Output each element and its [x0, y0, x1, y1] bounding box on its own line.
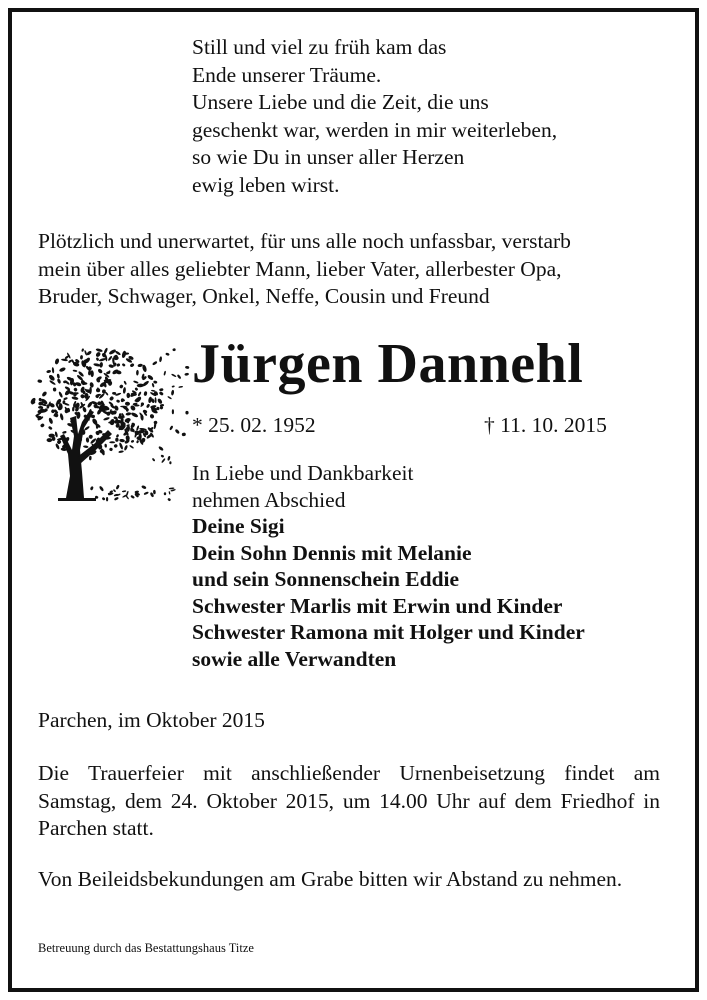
leaf-shape — [47, 438, 53, 442]
leaf-shape — [116, 399, 120, 403]
leaf-shape — [57, 373, 61, 378]
poem-line: Ende unserer Träume. — [192, 62, 382, 87]
leaf-shape — [137, 391, 141, 396]
place-and-date: Parchen, im Oktober 2015 — [38, 708, 265, 732]
leaf-shape — [99, 485, 105, 491]
leaf-shape — [41, 391, 47, 398]
leaf-shape — [143, 491, 148, 495]
leaf-shape — [136, 440, 139, 444]
poem-line: so wie Du in unser aller Herzen — [192, 145, 465, 169]
leaf-shape — [80, 355, 83, 360]
leaf-shape — [126, 393, 130, 398]
leaf-shape — [184, 373, 189, 376]
leaf-shape — [71, 396, 78, 400]
leaf-shape — [168, 491, 170, 495]
memorial-poem — [192, 34, 557, 199]
leaf-shape — [185, 411, 189, 415]
leaf-shape — [159, 388, 164, 391]
leaf-shape — [169, 487, 175, 489]
leaf-shape — [136, 425, 140, 431]
mourner-line: Schwester Ramona mit Holger und Kinder — [192, 620, 585, 644]
leaf-shape — [54, 431, 58, 437]
leaf-shape — [167, 498, 171, 502]
mourner-line: und sein Sonnenschein Eddie — [192, 567, 460, 591]
mourner-line: Dein Sohn Dennis mit Melanie — [192, 540, 472, 565]
leaf-shape — [172, 409, 174, 414]
poem-line: ewig leben wirst. — [192, 172, 340, 197]
leaf-shape — [115, 484, 119, 489]
leaf-shape — [146, 403, 151, 408]
leaf-shape — [126, 491, 129, 497]
leaf-shape — [113, 489, 116, 493]
mourner-line: sowie alle Verwandten — [192, 646, 397, 671]
leaf-shape — [59, 367, 66, 373]
leaf-shape — [59, 413, 64, 421]
announcement-line: Bruder, Schwager, Onkel, Neffe, Cousin und Freund — [38, 284, 490, 308]
leaf-shape — [113, 443, 118, 448]
leaf-shape — [114, 497, 119, 501]
leaf-shape — [142, 380, 150, 387]
leaf-shape — [152, 361, 158, 366]
farewell-line: nehmen Abschied — [192, 487, 346, 512]
leaf-shape — [102, 497, 106, 501]
poem-line: geschenkt war, werden in mir weiterleben, — [192, 117, 558, 142]
leaf-shape — [48, 426, 53, 431]
leaf-shape — [169, 425, 173, 430]
leaf-shape — [123, 387, 127, 394]
leaf-shape — [119, 442, 124, 450]
leaf-shape — [54, 358, 59, 365]
leaf-shape — [147, 374, 154, 381]
leaf-shape — [116, 363, 120, 367]
leaf-shape — [129, 445, 134, 449]
leaf-shape — [62, 431, 67, 435]
leaf-shape — [167, 396, 172, 400]
leaf-shape — [55, 443, 60, 450]
leaf-shape — [88, 434, 93, 439]
poem-line: Unsere Liebe und die Zeit, die uns — [192, 90, 489, 114]
leaf-shape — [170, 489, 176, 492]
leaf-shape — [73, 387, 78, 392]
leaf-shape — [178, 386, 183, 388]
announcement-line: mein über alles geliebter Mann, lieber Vater, allerbester Opa, — [38, 256, 562, 281]
leaf-shape — [174, 429, 180, 435]
ceremony-info: Die Trauerfeier mit anschließender Urnenbeisetzung findet am Samstag, dem 24. Oktober 2015, um 14.00 Uhr auf dem Friedhof in Parchen statt. — [38, 761, 660, 840]
leaf-shape — [90, 486, 94, 491]
leaf-shape — [125, 401, 130, 405]
leaf-shape — [171, 390, 175, 396]
leaf-shape — [95, 351, 101, 358]
leaf-shape — [130, 412, 138, 419]
leaf-shape — [129, 363, 134, 368]
leaf-shape — [185, 366, 190, 369]
leaf-shape — [73, 369, 78, 372]
leaf-shape — [141, 485, 147, 490]
leaf-shape — [152, 458, 156, 462]
leaf-shape — [171, 373, 177, 377]
leaf-shape — [107, 355, 112, 361]
leaf-shape — [61, 358, 68, 361]
tree-icon — [30, 326, 192, 506]
leaf-shape — [119, 384, 124, 389]
birth-date: * 25. 02. 1952 — [192, 413, 316, 437]
leaf-shape — [158, 446, 164, 452]
leaf-shape — [103, 417, 110, 421]
leaf-shape — [48, 374, 56, 382]
leaf-shape — [115, 438, 118, 442]
funeral-home-credit: Betreuung durch das Bestattungshaus Titze — [38, 941, 254, 955]
leaf-shape — [172, 385, 175, 388]
leaf-shape — [182, 432, 186, 436]
leaf-shape — [122, 363, 126, 367]
leaf-shape — [116, 434, 120, 438]
leaf-shape — [109, 396, 115, 402]
leaf-shape — [104, 444, 107, 448]
leaf-shape — [83, 445, 89, 448]
leaf-shape — [133, 380, 139, 384]
leaf-shape — [98, 393, 105, 400]
farewell-line: In Liebe und Dankbarkeit — [192, 461, 414, 485]
leaf-shape — [57, 378, 62, 384]
leaf-shape — [131, 440, 135, 443]
leaf-shape — [86, 350, 92, 356]
leaf-shape — [52, 367, 55, 373]
leaf-shape — [159, 391, 164, 396]
leaf-shape — [172, 348, 176, 351]
leaf-shape — [108, 364, 114, 369]
leaf-shape — [125, 412, 131, 416]
death-date: † 11. 10. 2015 — [484, 413, 607, 437]
mourner-line: Schwester Marlis mit Erwin und Kinder — [192, 593, 563, 618]
leaf-shape — [130, 495, 135, 499]
leaf-shape — [118, 450, 124, 453]
leaf-shape — [48, 417, 54, 424]
leaf-shape — [115, 350, 122, 356]
leaf-shape — [122, 490, 127, 492]
leaf-shape — [165, 352, 170, 356]
leaf-shape — [136, 370, 139, 376]
leaf-shape — [112, 392, 116, 395]
leaf-shape — [95, 348, 103, 353]
leaf-shape — [37, 379, 42, 383]
leaf-shape — [89, 456, 92, 461]
leaf-shape — [167, 456, 171, 461]
leaf-shape — [159, 356, 162, 362]
condolence-note: Von Beileidsbekundungen am Grabe bitten wir Abstand zu nehmen. — [38, 867, 623, 891]
leaf-shape — [82, 406, 87, 412]
leaf-shape — [137, 363, 143, 367]
leaf-shape — [134, 387, 138, 391]
leaf-shape — [81, 348, 84, 352]
leaf-shape — [102, 433, 106, 435]
leaf-shape — [89, 387, 92, 395]
leaf-shape — [153, 380, 158, 384]
leaf-shape — [153, 490, 156, 495]
leaf-shape — [119, 439, 125, 443]
leaf-shape — [169, 461, 171, 464]
leaf-shape — [124, 445, 129, 451]
leaf-shape — [75, 381, 82, 387]
leaf-shape — [161, 458, 166, 463]
leaf-shape — [109, 447, 113, 451]
leaf-shape — [96, 357, 100, 361]
leaf-shape — [97, 368, 103, 374]
announcement-line: Plötzlich und unerwartet, für uns alle noch unfassbar, verstarb — [38, 229, 571, 253]
leaf-shape — [53, 387, 57, 391]
leaf-shape — [155, 397, 157, 403]
leaf-shape — [46, 370, 51, 374]
mourner-line: Deine Sigi — [192, 514, 285, 538]
leaf-shape — [96, 388, 100, 392]
leaf-shape — [63, 397, 68, 401]
leaf-shape — [157, 398, 163, 405]
leaf-shape — [164, 492, 166, 495]
leaf-shape — [177, 374, 182, 379]
leaf-shape — [93, 363, 100, 367]
deceased-name: Jürgen Dannehl — [192, 333, 584, 395]
leaf-shape — [40, 423, 45, 428]
leaf-shape — [149, 413, 155, 419]
leaf-shape — [160, 454, 164, 458]
leaf-shape — [109, 441, 115, 443]
announcement-text — [38, 228, 670, 311]
leaf-shape — [163, 371, 166, 376]
leaf-shape — [58, 391, 63, 398]
leaf-shape — [89, 382, 94, 388]
leaf-shape — [152, 383, 155, 388]
leaf-shape — [123, 380, 127, 385]
leaf-shape — [106, 497, 108, 501]
mourners-block — [192, 460, 585, 672]
poem-line: Still und viel zu früh kam das — [192, 35, 447, 59]
leaf-shape — [86, 437, 90, 443]
leaf-shape — [143, 391, 147, 396]
